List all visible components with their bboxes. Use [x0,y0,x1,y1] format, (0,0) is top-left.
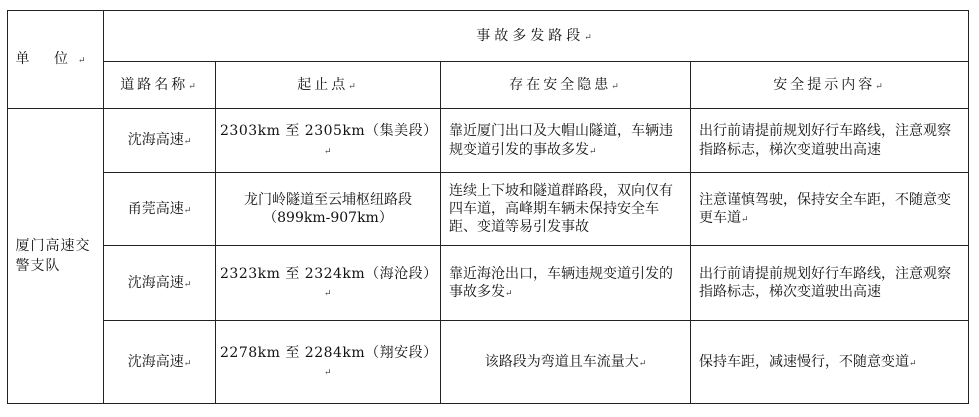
section-cell: 2303km 至 2305km（集美段）↵ [216,109,441,173]
section-cell: 2278km 至 2284km（翔安段）↵ [216,321,441,404]
group-header-cell: 事故多发路段↵ [104,11,969,62]
hazard-cell: 该路段为弯道且车流量大↵ [441,321,691,404]
unit-name-cell [8,109,104,404]
hazard-cell: 靠近厦门出口及大帽山隧道，车辆违规变道引发的事故多发↵ [441,109,691,173]
column-header-tip: 安全提示内容↵ [691,62,969,109]
table-row [8,109,969,173]
tip-cell: 注意谨慎驾驶，保持安全车距，不随意变更车道↵ [691,173,969,246]
header-row-2 [8,62,969,109]
column-header-hazard: 存在安全隐患↵ [441,62,691,109]
unit-name: 厦门高速交警支队 [15,237,91,274]
table-row [8,173,969,246]
road-cell: 沈海高速↵ [104,321,216,404]
header-row-1 [8,11,969,62]
column-header-road: 道路名称↵ [104,62,216,109]
unit-header-cell: 单 位↵ [8,11,104,109]
section-cell: 2323km 至 2324km（海沧段）↵ [216,246,441,321]
table-row [8,246,969,321]
group-header: 事故多发路段 [476,27,585,44]
hazard-cell: 靠近海沧出口，车辆违规变道引发的事故多发↵ [441,246,691,321]
road-cell: 甬莞高速↵ [104,173,216,246]
section-cell: 龙门岭隧道至云埔枢纽路段（899km-907km） [216,173,441,246]
road-cell: 沈海高速↵ [104,109,216,173]
hazard-cell: 连续上下坡和隧道群路段，双向仅有四车道，高峰期车辆未保持安全车距、变道等易引发事故 [441,173,691,246]
road-cell: 沈海高速↵ [104,246,216,321]
table-row [8,321,969,404]
accident-road-table [7,10,969,404]
tip-cell: 保持车距，减速慢行，不随意变道↵ [691,321,969,404]
tip-cell: 出行前请提前规划好行车路线，注意观察指路标志，梯次变道驶出高速 [691,246,969,321]
unit-header: 单 位 [15,51,78,68]
column-header-section: 起止点↵ [216,62,441,109]
tip-cell: 出行前请提前规划好行车路线，注意观察指路标志，梯次变道驶出高速 [691,109,969,173]
